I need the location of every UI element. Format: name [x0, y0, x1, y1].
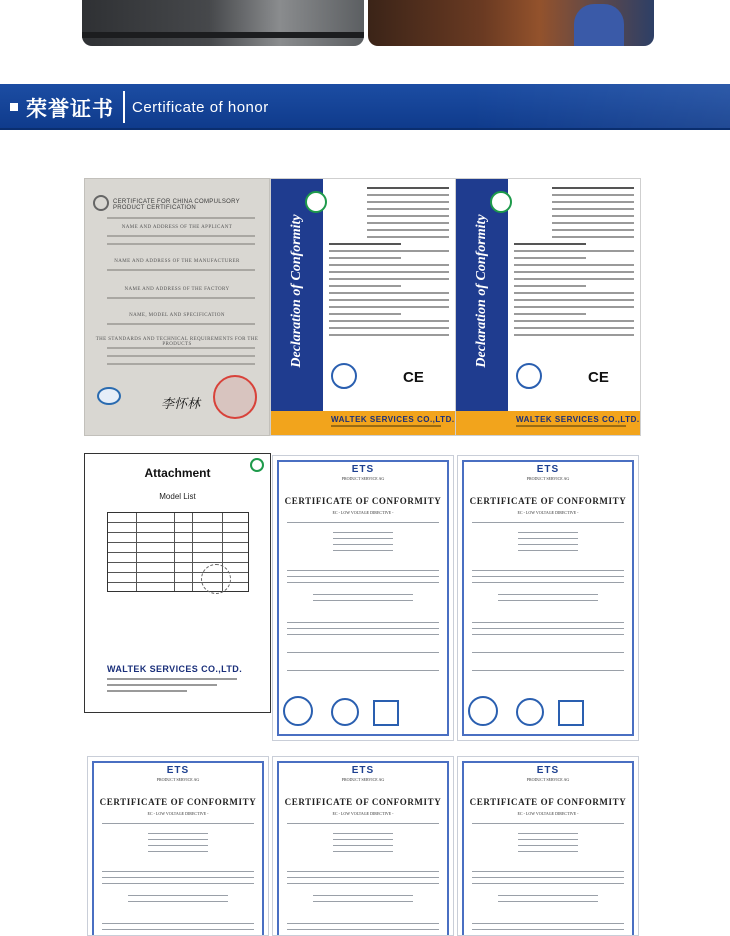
ets-brand-sub: PRODUCT SERVICE AG — [341, 476, 385, 481]
doc-seal-icon — [516, 363, 542, 389]
ets-logo: ETS — [166, 765, 190, 776]
ets-border — [92, 761, 264, 936]
waltek-logo-icon — [305, 191, 327, 213]
ets-border — [277, 761, 449, 936]
doc-footer-company: WALTEK SERVICES CO.,LTD. — [516, 415, 640, 424]
doc-footer-company: WALTEK SERVICES CO.,LTD. — [331, 415, 455, 424]
attachment-title: Attachment — [144, 466, 211, 480]
ets-certificate-5 — [457, 756, 639, 936]
ets-certificate-4 — [272, 756, 454, 936]
doc-side-band — [456, 179, 508, 413]
ccc-certificate — [84, 178, 270, 436]
ccc-field-applicant: NAME AND ADDRESS OF THE APPLICANT — [121, 225, 233, 230]
ets-stamp-icon — [558, 700, 584, 726]
red-seal-icon — [213, 375, 257, 419]
cqc-logo-icon — [97, 387, 121, 405]
ccc-signature: 李怀林 — [161, 396, 201, 411]
ets-subtitle: EC - LOW VOLTAGE DIRECTIVE - — [517, 510, 579, 515]
ccc-logo-icon — [93, 195, 109, 211]
doc-text-body — [514, 187, 634, 341]
ets-subtitle: EC - LOW VOLTAGE DIRECTIVE - — [517, 811, 579, 816]
ets-subtitle: EC - LOW VOLTAGE DIRECTIVE - — [147, 811, 209, 816]
ets-title: CERTIFICATE OF CONFORMITY — [469, 797, 627, 807]
doc-footer — [271, 411, 455, 435]
attachment-address-line — [107, 678, 237, 680]
attachment-model-list — [84, 453, 271, 713]
ets-brand-sub: PRODUCT SERVICE AG — [526, 777, 570, 782]
ccc-line — [107, 235, 255, 237]
factory-photo-right — [368, 0, 654, 46]
ets-seal-icon — [468, 696, 498, 726]
ets-title: CERTIFICATE OF CONFORMITY — [284, 496, 442, 506]
ets-seal-icon — [283, 696, 313, 726]
ets-subtitle: EC - LOW VOLTAGE DIRECTIVE - — [332, 510, 394, 515]
ets-title: CERTIFICATE OF CONFORMITY — [469, 496, 627, 506]
ets-brand-sub: PRODUCT SERVICE AG — [526, 476, 570, 481]
doc-footer-line — [516, 425, 626, 427]
ets-title: CERTIFICATE OF CONFORMITY — [99, 797, 257, 807]
ccc-line — [107, 269, 255, 271]
ccc-line — [107, 297, 255, 299]
ccc-line — [107, 355, 255, 357]
doc-seal-icon — [331, 363, 357, 389]
ets-brand-sub: PRODUCT SERVICE AG — [156, 777, 200, 782]
attachment-subtitle: Model List — [159, 492, 196, 501]
ce-mark: CE — [403, 369, 424, 386]
ccc-line — [107, 243, 255, 245]
ccc-line — [107, 363, 255, 365]
attachment-address-line — [107, 690, 187, 692]
ccc-line — [107, 323, 255, 325]
section-title-cn: 荣誉证书 — [26, 97, 114, 121]
section-title-en: Certificate of honor — [132, 99, 269, 116]
ets-logo: ETS — [536, 765, 560, 776]
attachment-stamp-icon — [201, 564, 231, 594]
ets-certificate-1 — [272, 455, 454, 741]
doc-text-body — [329, 187, 449, 341]
ets-certificate-3 — [87, 756, 269, 936]
attachment-address-line — [107, 684, 217, 686]
ets-brand-sub: PRODUCT SERVICE AG — [341, 777, 385, 782]
ets-logo: ETS — [351, 765, 375, 776]
ccc-field-factory: NAME AND ADDRESS OF THE FACTORY — [124, 287, 230, 292]
ets-mark-icon — [331, 698, 359, 726]
ccc-line — [107, 217, 255, 219]
ets-subtitle: EC - LOW VOLTAGE DIRECTIVE - — [332, 811, 394, 816]
declaration-of-conformity-2 — [455, 178, 641, 436]
section-title-bar — [0, 84, 730, 130]
ets-title: CERTIFICATE OF CONFORMITY — [284, 797, 442, 807]
factory-photo-left — [82, 0, 364, 46]
ets-stamp-icon — [373, 700, 399, 726]
ets-mark-icon — [516, 698, 544, 726]
ccc-field-manufacturer: NAME AND ADDRESS OF THE MANUFACTURER — [114, 259, 240, 264]
doc-footer-line — [331, 425, 441, 427]
waltek-logo-icon — [490, 191, 512, 213]
doc-band-title: Declaration of Conformity — [289, 214, 304, 368]
doc-band-title: Declaration of Conformity — [474, 214, 489, 368]
doc-side-band — [271, 179, 323, 413]
title-bullet-icon — [10, 103, 18, 111]
ccc-field-model: NAME, MODEL AND SPECIFICATION — [129, 313, 225, 318]
ccc-field-standards: THE STANDARDS AND TECHNICAL REQUIREMENTS FOR THE PRODUCTS — [95, 337, 259, 347]
ets-certificate-2 — [457, 455, 639, 741]
declaration-of-conformity-1 — [270, 178, 456, 436]
ccc-line — [107, 347, 255, 349]
ets-logo: ETS — [351, 464, 375, 475]
ets-logo: ETS — [536, 464, 560, 475]
ets-border — [462, 761, 634, 936]
ce-mark: CE — [588, 369, 609, 386]
title-divider — [123, 91, 125, 123]
attachment-footer-company: WALTEK SERVICES CO.,LTD. — [107, 664, 243, 674]
doc-footer — [456, 411, 640, 435]
ccc-header: CERTIFICATE FOR CHINA COMPULSORY PRODUCT CERTIFICATION — [113, 199, 240, 211]
